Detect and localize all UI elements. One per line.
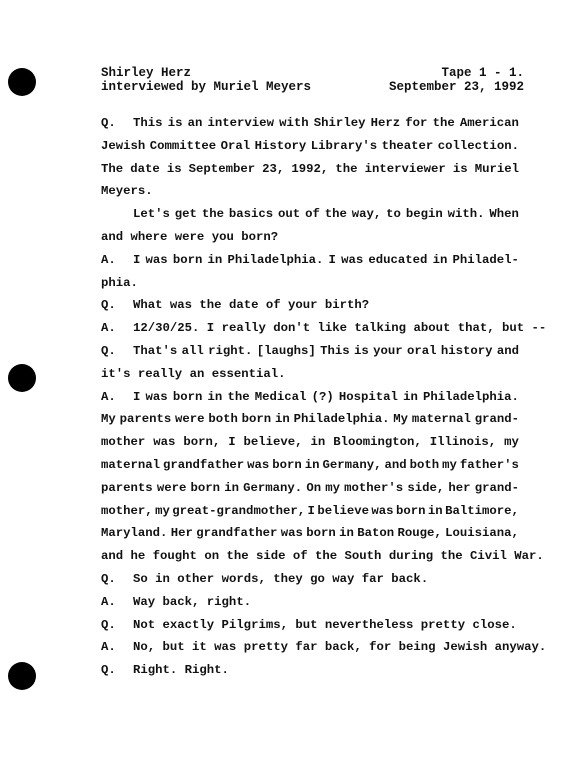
speaker-tag: Q. <box>101 663 116 678</box>
line-text: I was born in Philadelphia. I was educated in Philadel- <box>133 252 519 267</box>
transcript-line <box>101 386 519 409</box>
transcript-line <box>101 317 547 340</box>
speaker-tag: A. <box>101 640 116 655</box>
transcript-line: parents were born in Germany. On my mother's side, her grand- <box>101 480 519 495</box>
transcript-line: maternal grandfather was born in Germany, and both my father's <box>101 457 519 472</box>
line-text: Not exactly Pilgrims, but nevertheless pretty close. <box>133 617 517 632</box>
transcript-line: mother, my great-grandmother, I believe was born in Baltimore, <box>101 503 519 518</box>
tape-number: Tape 1 - 1. <box>441 66 524 80</box>
speaker-tag: Q. <box>101 617 116 632</box>
transcript-line: My parents were both born in Philadelphia. My maternal grand- <box>101 412 519 427</box>
speaker-tag: Q. <box>101 571 116 586</box>
line-text: Way back, right. <box>133 594 252 609</box>
transcript-line <box>101 659 519 682</box>
speaker-tag: A. <box>101 321 116 336</box>
transcript-line: and where were you born? <box>101 229 279 244</box>
speaker-tag: Q. <box>101 298 116 313</box>
transcript-line: it's really an essential. <box>101 366 286 381</box>
binder-hole <box>8 364 36 392</box>
line-text: That's all right. [laughs] This is your oral history and <box>133 343 519 358</box>
interview-date: September 23, 1992 <box>388 80 524 94</box>
binder-hole <box>8 68 36 96</box>
transcript-line: Meyers. <box>101 184 153 199</box>
line-text: So in other words, they go way far back. <box>133 571 429 586</box>
transcript-line: Maryland. Her grandfather was born in Baton Rouge, Louisiana, <box>101 526 519 541</box>
transcript-line: phia. <box>101 275 138 290</box>
transcript-line <box>101 614 519 637</box>
transcript-line <box>101 294 519 317</box>
speaker-tag: Q. <box>101 116 116 130</box>
line-text: This is an interview with Shirley Herz for the American <box>133 116 519 130</box>
transcript-line <box>101 636 547 659</box>
transcript-line <box>101 340 519 363</box>
transcript-line <box>101 112 519 135</box>
transcript-body <box>101 112 547 682</box>
line-text: What was the date of your birth? <box>133 298 370 313</box>
line-text: I was born in the Medical (?) Hospital in Philadelphia. <box>133 389 519 404</box>
line-text: No, but it was pretty far back, for being Jewish anyway. <box>133 640 547 655</box>
transcript-line <box>101 591 519 614</box>
transcript-line: mother was born, I believe, in Bloomington, Illinois, my <box>101 435 519 450</box>
transcript-line: The date is September 23, 1992, the interviewer is Muriel <box>101 161 519 176</box>
speaker-tag: Q. <box>101 343 116 358</box>
transcript-line: Let's get the basics out of the way, to begin with. When <box>133 207 519 222</box>
transcript-line <box>101 568 519 591</box>
transcript-line: Jewish Committee Oral History Library's theater collection. <box>101 138 519 153</box>
speaker-tag: A. <box>101 252 116 267</box>
speaker-tag: A. <box>101 594 116 609</box>
speaker-tag: A. <box>101 389 116 404</box>
line-text: Right. Right. <box>133 663 229 678</box>
line-text: 12/30/25. I really don't like talking about that, but -- <box>133 321 547 336</box>
binder-hole <box>8 662 36 690</box>
interviewer-line: interviewed by Muriel Meyers <box>101 80 312 94</box>
transcript-line: and he fought on the side of the South during the Civil War. <box>101 549 544 564</box>
transcript-line <box>101 249 519 272</box>
interviewee-name: Shirley Herz <box>101 66 192 80</box>
